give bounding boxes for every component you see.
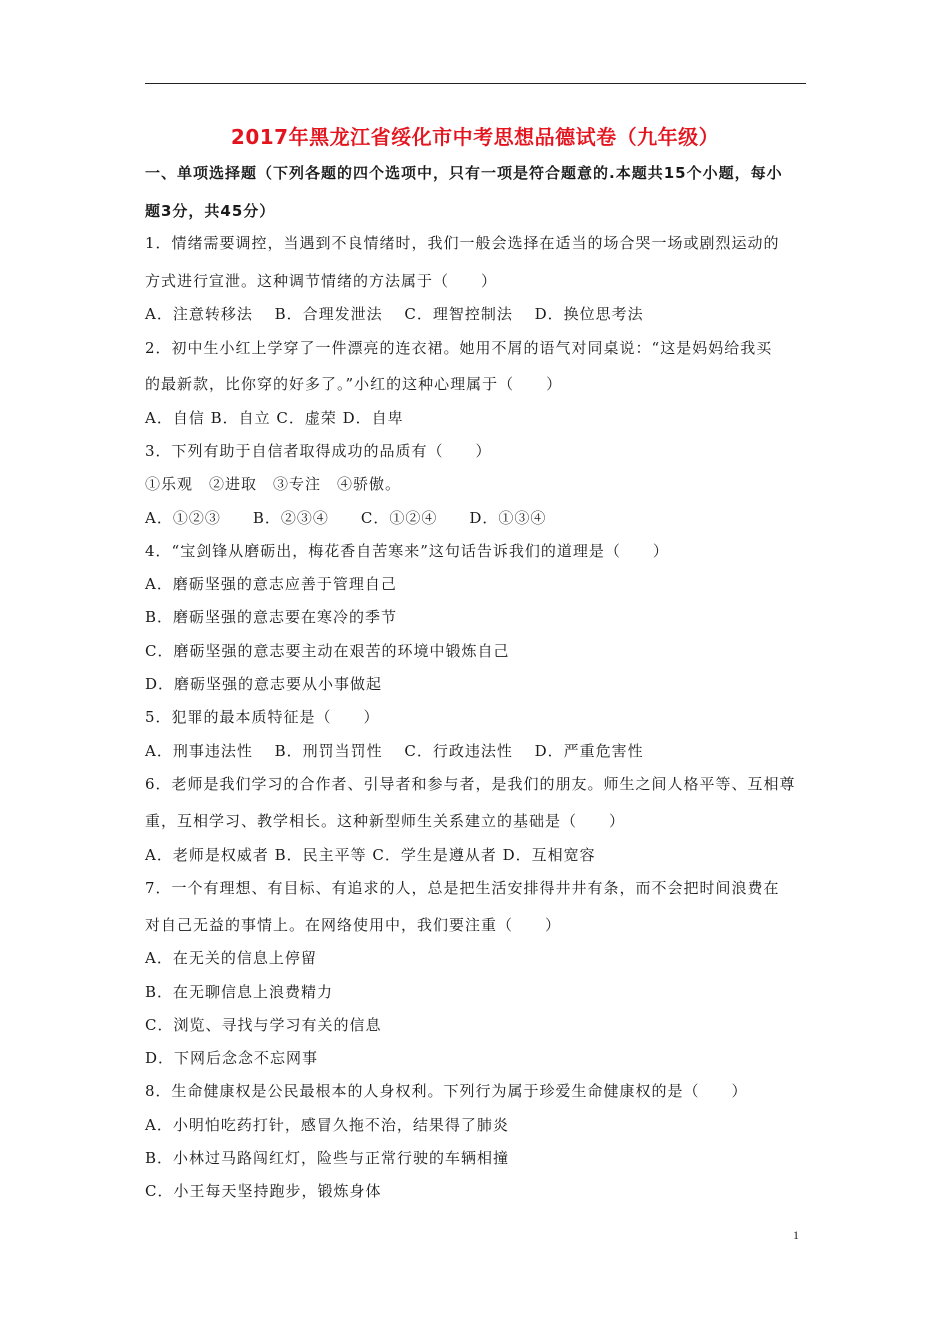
question-6-line-2: 重，互相学习、教学相长。这种新型师生关系建立的基础是（ ）: [145, 812, 626, 830]
question-4-option-b: B．磨砺坚强的意志要在寒冷的季节: [145, 608, 398, 626]
header-rule: [145, 83, 806, 84]
question-8-stem: 8．生命健康权是公民最根本的人身权利。下列行为属于珍爱生命健康权的是（ ）: [145, 1082, 748, 1100]
question-2-line-1: 2．初中生小红上学穿了一件漂亮的连衣裙。她用不屑的语气对同桌说：“这是妈妈给我买: [145, 339, 773, 357]
question-1-line-1: 1．情绪需要调控，当遇到不良情绪时，我们一般会选择在适当的场合哭一场或剧烈运动的: [145, 234, 780, 252]
question-5-stem: 5．犯罪的最本质特征是（ ）: [145, 708, 380, 726]
page-title: 2017年黑龙江省绥化市中考思想品德试卷（九年级）: [230, 125, 720, 149]
question-7-option-a: A．在无关的信息上停留: [145, 949, 317, 967]
question-3-items: ①乐观 ②进取 ③专注 ④骄傲。: [145, 475, 402, 493]
question-4-stem: 4．“宝剑锋从磨砺出，梅花香自苦寒来”这句话告诉我们的道理是（ ）: [145, 542, 669, 560]
question-7-line-2: 对自己无益的事情上。在网络使用中，我们要注重（ ）: [145, 916, 562, 934]
question-7-line-1: 7．一个有理想、有目标、有追求的人，总是把生活安排得井井有条，而不会把时间浪费在: [145, 879, 780, 897]
question-4-option-a: A．磨砺坚强的意志应善于管理自己: [145, 575, 397, 593]
question-3-stem: 3．下列有助于自信者取得成功的品质有（ ）: [145, 442, 492, 460]
question-8-option-c: C．小王每天坚持跑步，锻炼身体: [145, 1182, 382, 1200]
question-4-option-d: D．磨砺坚强的意志要从小事做起: [145, 675, 383, 693]
question-1-options: A．注意转移法 B．合理发泄法 C．理智控制法 D．换位思考法: [145, 305, 644, 323]
question-2-line-2: 的最新款，比你穿的好多了。”小红的这种心理属于（ ）: [145, 375, 563, 393]
question-7-option-b: B．在无聊信息上浪费精力: [145, 983, 334, 1001]
question-7-option-c: C．浏览、寻找与学习有关的信息: [145, 1016, 382, 1034]
question-8-option-a: A．小明怕吃药打针，感冒久拖不治，结果得了肺炎: [145, 1116, 509, 1134]
question-8-option-b: B．小林过马路闯红灯，险些与正常行驶的车辆相撞: [145, 1149, 510, 1167]
question-4-option-c: C．磨砺坚强的意志要主动在艰苦的环境中锻炼自己: [145, 642, 510, 660]
question-2-options: A．自信 B．自立 C．虚荣 D．自卑: [145, 409, 404, 427]
section-heading-line-1: 一、单项选择题（下列各题的四个选项中，只有一项是符合题意的.本题共15个小题，每小: [145, 164, 783, 182]
question-6-options: A．老师是权威者 B．民主平等 C．学生是遵从者 D．互相宽容: [145, 846, 596, 864]
question-7-option-d: D．下网后念念不忘网事: [145, 1049, 319, 1067]
question-6-line-1: 6．老师是我们学习的合作者、引导者和参与者，是我们的朋友。师生之间人格平等、互相尊: [145, 775, 796, 793]
section-heading-line-2: 题3分，共45分）: [145, 202, 276, 220]
question-5-options: A．刑事违法性 B．刑罚当罚性 C．行政违法性 D．严重危害性: [145, 742, 644, 760]
page-number: 1: [793, 1228, 799, 1242]
question-1-line-2: 方式进行宣泄。这种调节情绪的方法属于（ ）: [145, 272, 498, 290]
question-3-options: A．①②③ B．②③④ C．①②④ D．①③④: [145, 509, 547, 527]
